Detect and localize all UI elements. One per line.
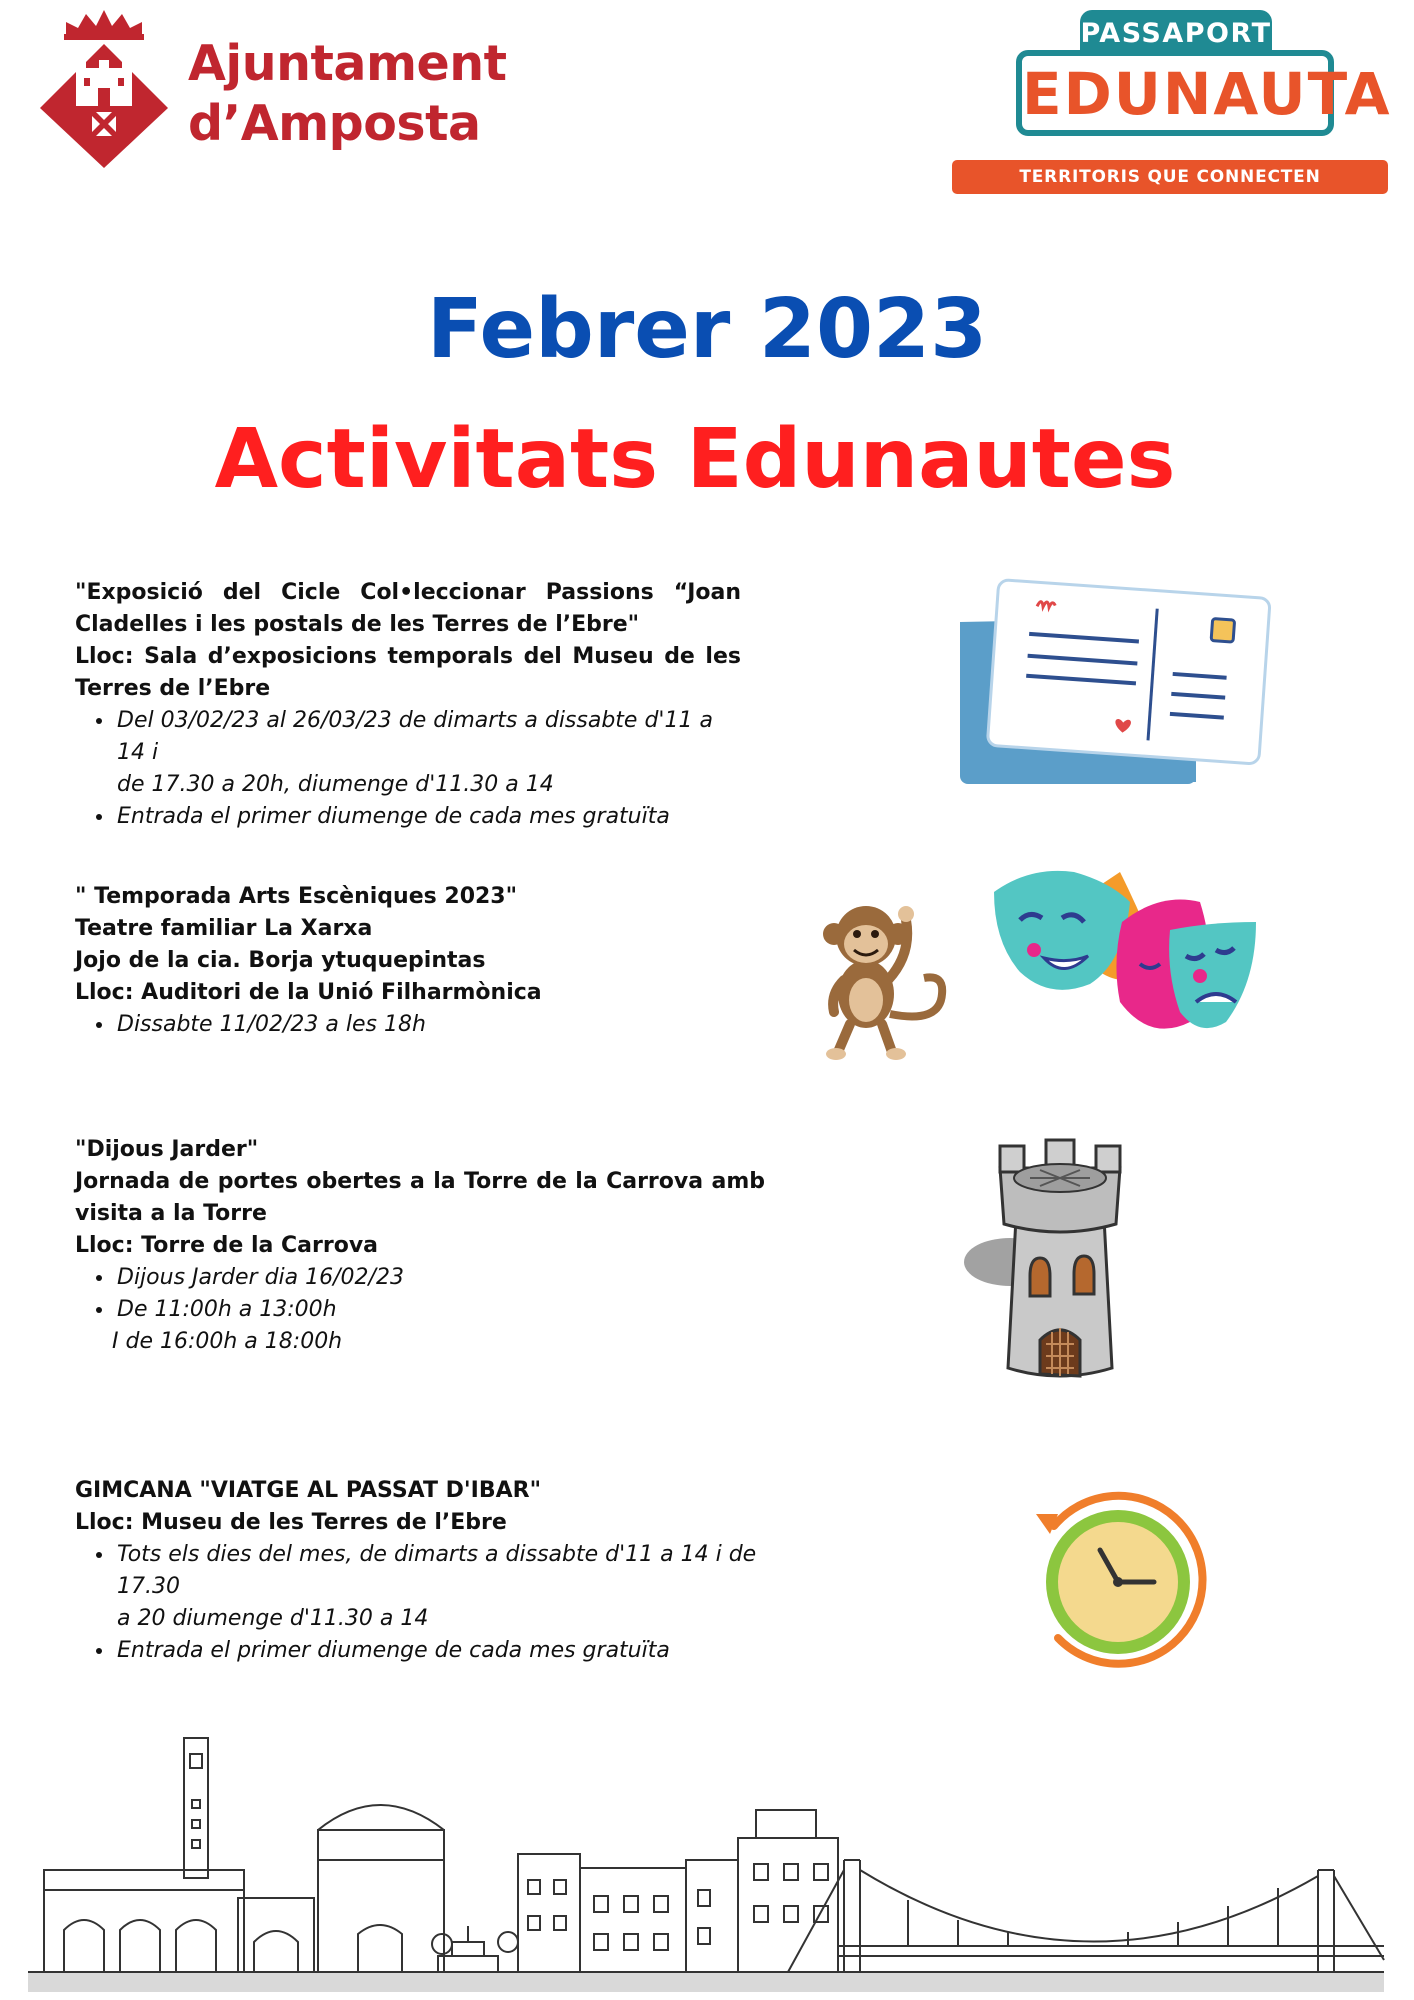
- activity-arts-esceniques: [75, 881, 735, 1041]
- org-name-line1: Ajuntament: [188, 35, 507, 92]
- activity-place-line-b: Terres de l’Ebre: [75, 676, 271, 701]
- list-item: • Entrada el primer diumenge de cada mes gratuïta: [115, 1635, 795, 1667]
- activity-place: Lloc: Torre de la Carrova: [75, 1233, 379, 1258]
- activity-title-line-a: "Exposició del Cicle Col•leccionar Passions “Joan: [75, 580, 741, 605]
- activity-title: " Temporada Arts Escèniques 2023": [75, 884, 518, 909]
- detail-continuation: I de 16:00h a 18:00h: [112, 1329, 343, 1354]
- activity-details: [75, 1009, 735, 1041]
- amposta-skyline: [28, 1720, 1388, 1995]
- page-title: Activitats Edunautes: [214, 412, 1176, 507]
- badge-tagline: TERRITORIS QUE CONNECTEN OPORTUNITATS: [952, 160, 1388, 194]
- activity-details: [75, 1262, 765, 1326]
- detail-text: de 17.30 a 20h, diumenge d'11.30 a 14: [117, 772, 554, 797]
- list-item: • Dijous Jarder dia 16/02/23: [115, 1262, 765, 1294]
- detail-text: a 20 diumenge d'11.30 a 14: [117, 1606, 429, 1631]
- monkey-icon: [820, 884, 960, 1064]
- badge-top: PASSAPORT: [1080, 10, 1272, 54]
- activity-details: [75, 1539, 795, 1667]
- detail-text: Tots els dies del mes, de dimarts a dissabte d'11 a 14 i de 17.30: [117, 1542, 757, 1599]
- activity-place: Lloc: Auditori de la Unió Filharmònica: [75, 980, 542, 1005]
- org-name-line2: d’Amposta: [188, 95, 481, 152]
- postcard-icon: [956, 582, 1276, 792]
- activity-gimcana: [75, 1475, 795, 1667]
- tower-icon: [960, 1128, 1160, 1388]
- activity-title: "Dijous Jarder": [75, 1137, 259, 1162]
- org-name: [188, 34, 507, 154]
- activity-title-line-b: Cladelles i les postals de les Terres de l’Ebre": [75, 612, 640, 637]
- theater-masks-icon: [990, 852, 1260, 1042]
- badge-main: EDUNAUTA: [1016, 50, 1334, 136]
- page-title-date: Febrer 2023: [426, 282, 988, 377]
- ajuntament-crest-icon: [36, 0, 172, 170]
- list-item: • De 11:00h a 13:00h: [115, 1294, 765, 1326]
- list-item: [115, 705, 741, 801]
- activity-subtitle: Teatre familiar La Xarxa: [75, 916, 373, 941]
- activity-exposicio: [75, 577, 741, 833]
- activity-dijous-jarder: [75, 1134, 765, 1358]
- activity-place: Lloc: Museu de les Terres de l’Ebre: [75, 1510, 507, 1535]
- list-item: • Entrada el primer diumenge de cada mes gratuïta: [115, 801, 741, 833]
- activity-place-line-a: Lloc: Sala d’exposicions temporals del Museu de les: [75, 644, 741, 669]
- detail-text: Del 03/02/23 al 26/03/23 de dimarts a dissabte d'11 a 14 i: [117, 708, 713, 765]
- list-item: [115, 1539, 795, 1635]
- activity-show: Jojo de la cia. Borja ytuquepintas: [75, 948, 486, 973]
- activity-title: GIMCANA "VIATGE AL PASSAT D'IBAR": [75, 1478, 542, 1503]
- activity-desc-line-a: Jornada de portes obertes a la Torre de la Carrova amb: [75, 1169, 765, 1194]
- list-item: • Dissabte 11/02/23 a les 18h: [115, 1009, 735, 1041]
- activity-details: [75, 705, 741, 833]
- activity-desc-line-b: visita a la Torre: [75, 1201, 267, 1226]
- clock-icon: [1018, 1478, 1218, 1678]
